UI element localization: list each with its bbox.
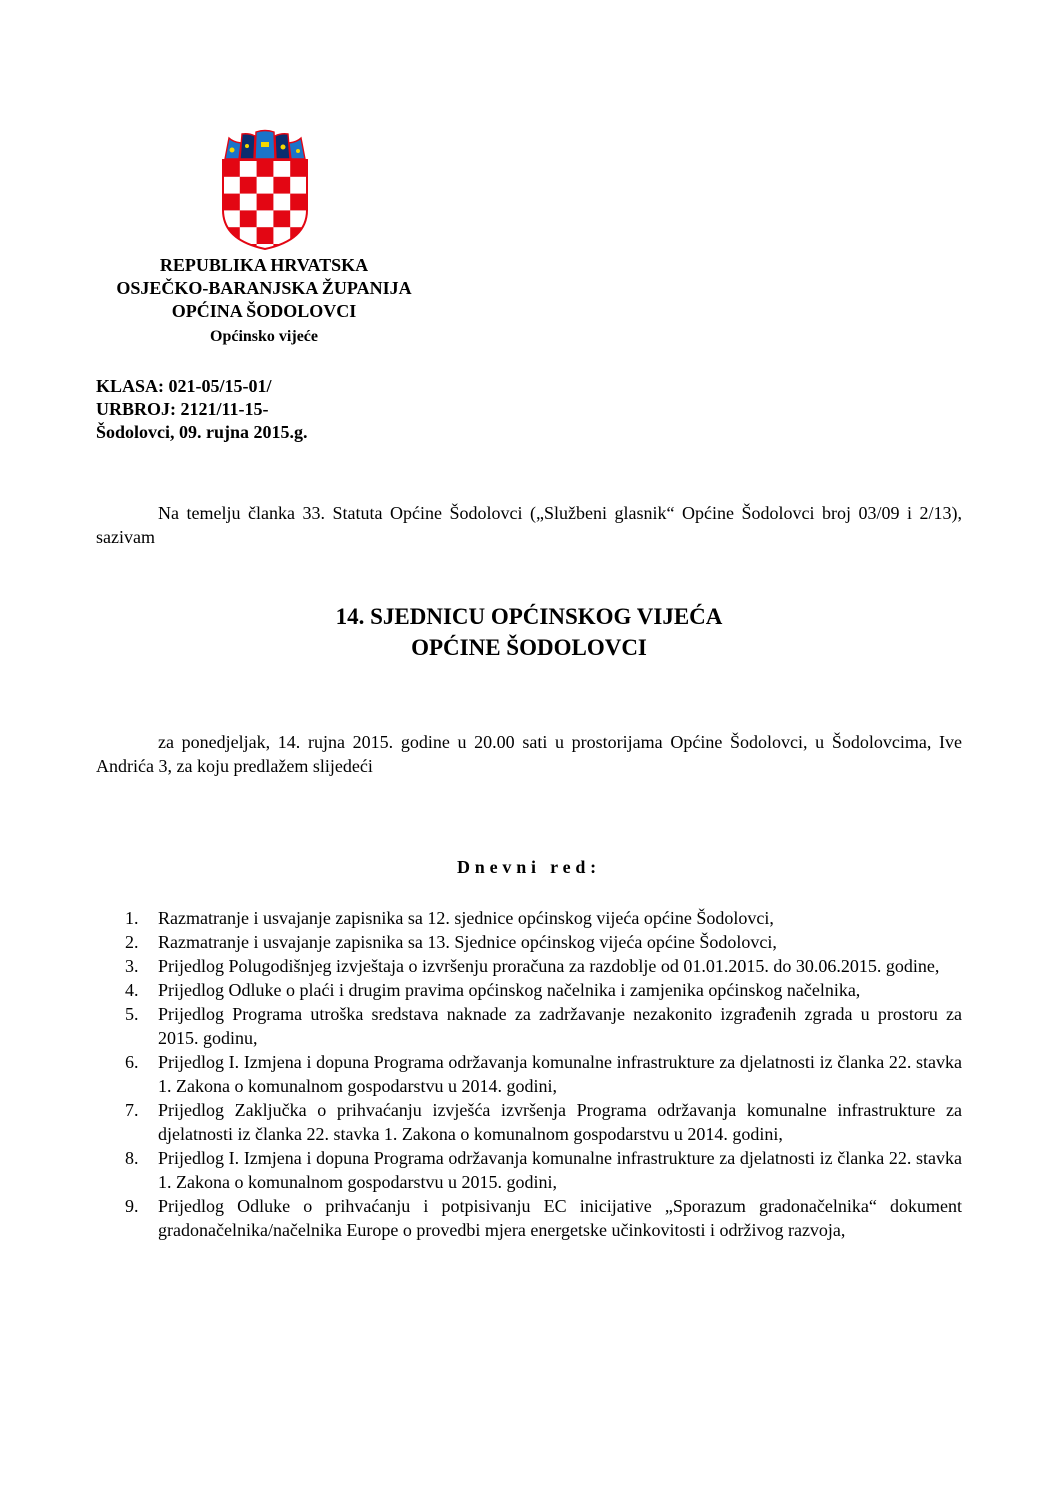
urbroj-number: URBROJ: 2121/11-15-: [96, 399, 269, 419]
croatian-coat-of-arms-icon: [221, 128, 309, 250]
session-text: za ponedjeljak, 14. rujna 2015. godine u 20.00 sati u prostorijama Općine Šodolovci, u Šodolovcima, Ive Andrića 3, za koju predlažem slijedeći: [96, 732, 962, 776]
checker-square: [223, 194, 240, 211]
intro-paragraph: [96, 501, 962, 549]
agenda-item: [96, 1194, 962, 1242]
checker-square: [223, 160, 240, 177]
checker-square: [273, 177, 290, 194]
agenda-item-number: 2.: [125, 932, 139, 952]
issuer-header: [60, 254, 468, 348]
agenda-heading: Dnevni red:: [457, 857, 601, 877]
agenda-item-text: Prijedlog I. Izmjena i dopuna Programa održavanja komunalne infrastrukture za djelatnosti iz članka 22. stavka 1. Zakona o komunalnom gospodarstvu u 2014. godini,: [158, 1052, 962, 1096]
checker-square: [273, 210, 290, 227]
agenda-item-number: 4.: [125, 980, 139, 1000]
agenda-item: [96, 930, 962, 954]
agenda-item-number: 3.: [125, 956, 139, 976]
agenda-item-text: Prijedlog Zaključka o prihvaćanju izvješća izvršenja Programa održavanja komunalne infrastrukture za djelatnosti iz članka 22. stavka 1. Zakona o komunalnom gospodarstvu u 2014. godini,: [158, 1100, 962, 1144]
agenda-item-number: 8.: [125, 1148, 139, 1168]
agenda-item-text: Razmatranje i usvajanje zapisnika sa 13. Sjednice općinskog vijeća općine Šodolovci,: [158, 932, 777, 952]
agenda-item-number: 5.: [125, 1004, 139, 1024]
checker-square: [257, 160, 274, 177]
agenda-item-number: 1.: [125, 908, 139, 928]
session-title-line-2: OPĆINE ŠODOLOVCI: [411, 635, 647, 660]
agenda-item: [96, 1146, 962, 1194]
agenda-item-number: 9.: [125, 1196, 139, 1216]
session-title: [0, 601, 1058, 663]
agenda-item-text: Razmatranje i usvajanje zapisnika sa 12. sjednice općinskog vijeća općine Šodolovci,: [158, 908, 774, 928]
header-line-republic: REPUBLIKA HRVATSKA: [159, 255, 369, 275]
place-date: Šodolovci, 09. rujna 2015.g.: [96, 422, 308, 442]
checker-square: [290, 194, 307, 211]
agenda-item: [96, 1098, 962, 1146]
agenda-item: [96, 954, 962, 978]
header-line-municipality: OPĆINA ŠODOLOVCI: [171, 301, 357, 321]
agenda-item: [96, 1002, 962, 1050]
agenda-item: [96, 1050, 962, 1098]
agenda-item-text: Prijedlog Odluke o prihvaćanju i potpisivanju EC inicijative „Sporazum gradonačelnika“ dokument gradonačelnika/načelnika Europe o provedbi mjera energetske učinkovitosti i održivog razvoja,: [158, 1196, 962, 1240]
session-paragraph: [96, 730, 962, 778]
reference-block: [96, 375, 308, 444]
checker-square: [240, 210, 257, 227]
header-line-county: OSJEČKO-BARANJSKA ŽUPANIJA: [116, 278, 412, 298]
session-title-line-1: 14. SJEDNICU OPĆINSKOG VIJEĆA: [335, 604, 723, 629]
agenda-item-text: Prijedlog Programa utroška sredstava naknade za zadržavanje nezakonito izgrađenih zgrada u prostoru za 2015. godinu,: [158, 1004, 962, 1048]
checker-square: [257, 227, 274, 244]
checker-square: [257, 194, 274, 211]
header-line-council: Općinsko vijeće: [210, 328, 318, 345]
checker-square: [290, 160, 307, 177]
agenda-item-text: Prijedlog Odluke o plaći i drugim pravima općinskog načelnika i zamjenika općinskog načelnika,: [158, 980, 861, 1000]
agenda-item: [96, 906, 962, 930]
agenda-item: [96, 978, 962, 1002]
agenda-item-number: 7.: [125, 1100, 139, 1120]
agenda-item-number: 6.: [125, 1052, 139, 1072]
klasa-number: KLASA: 021-05/15-01/: [96, 376, 272, 396]
intro-text: Na temelju članka 33. Statuta Općine Šodolovci („Službeni glasnik“ Općine Šodolovci broj 03/09 i 2/13), sazivam: [96, 503, 962, 547]
agenda-list: [96, 906, 962, 1242]
agenda-item-text: Prijedlog Polugodišnjeg izvještaja o izvršenju proračuna za razdoblje od 01.01.2015. do 30.06.2015. godine,: [158, 956, 940, 976]
checker-square: [223, 227, 240, 244]
agenda-item-text: Prijedlog I. Izmjena i dopuna Programa održavanja komunalne infrastrukture za djelatnosti iz članka 22. stavka 1. Zakona o komunalnom gospodarstvu u 2015. godini,: [158, 1148, 962, 1192]
checker-square: [240, 177, 257, 194]
checker-square: [290, 227, 307, 244]
